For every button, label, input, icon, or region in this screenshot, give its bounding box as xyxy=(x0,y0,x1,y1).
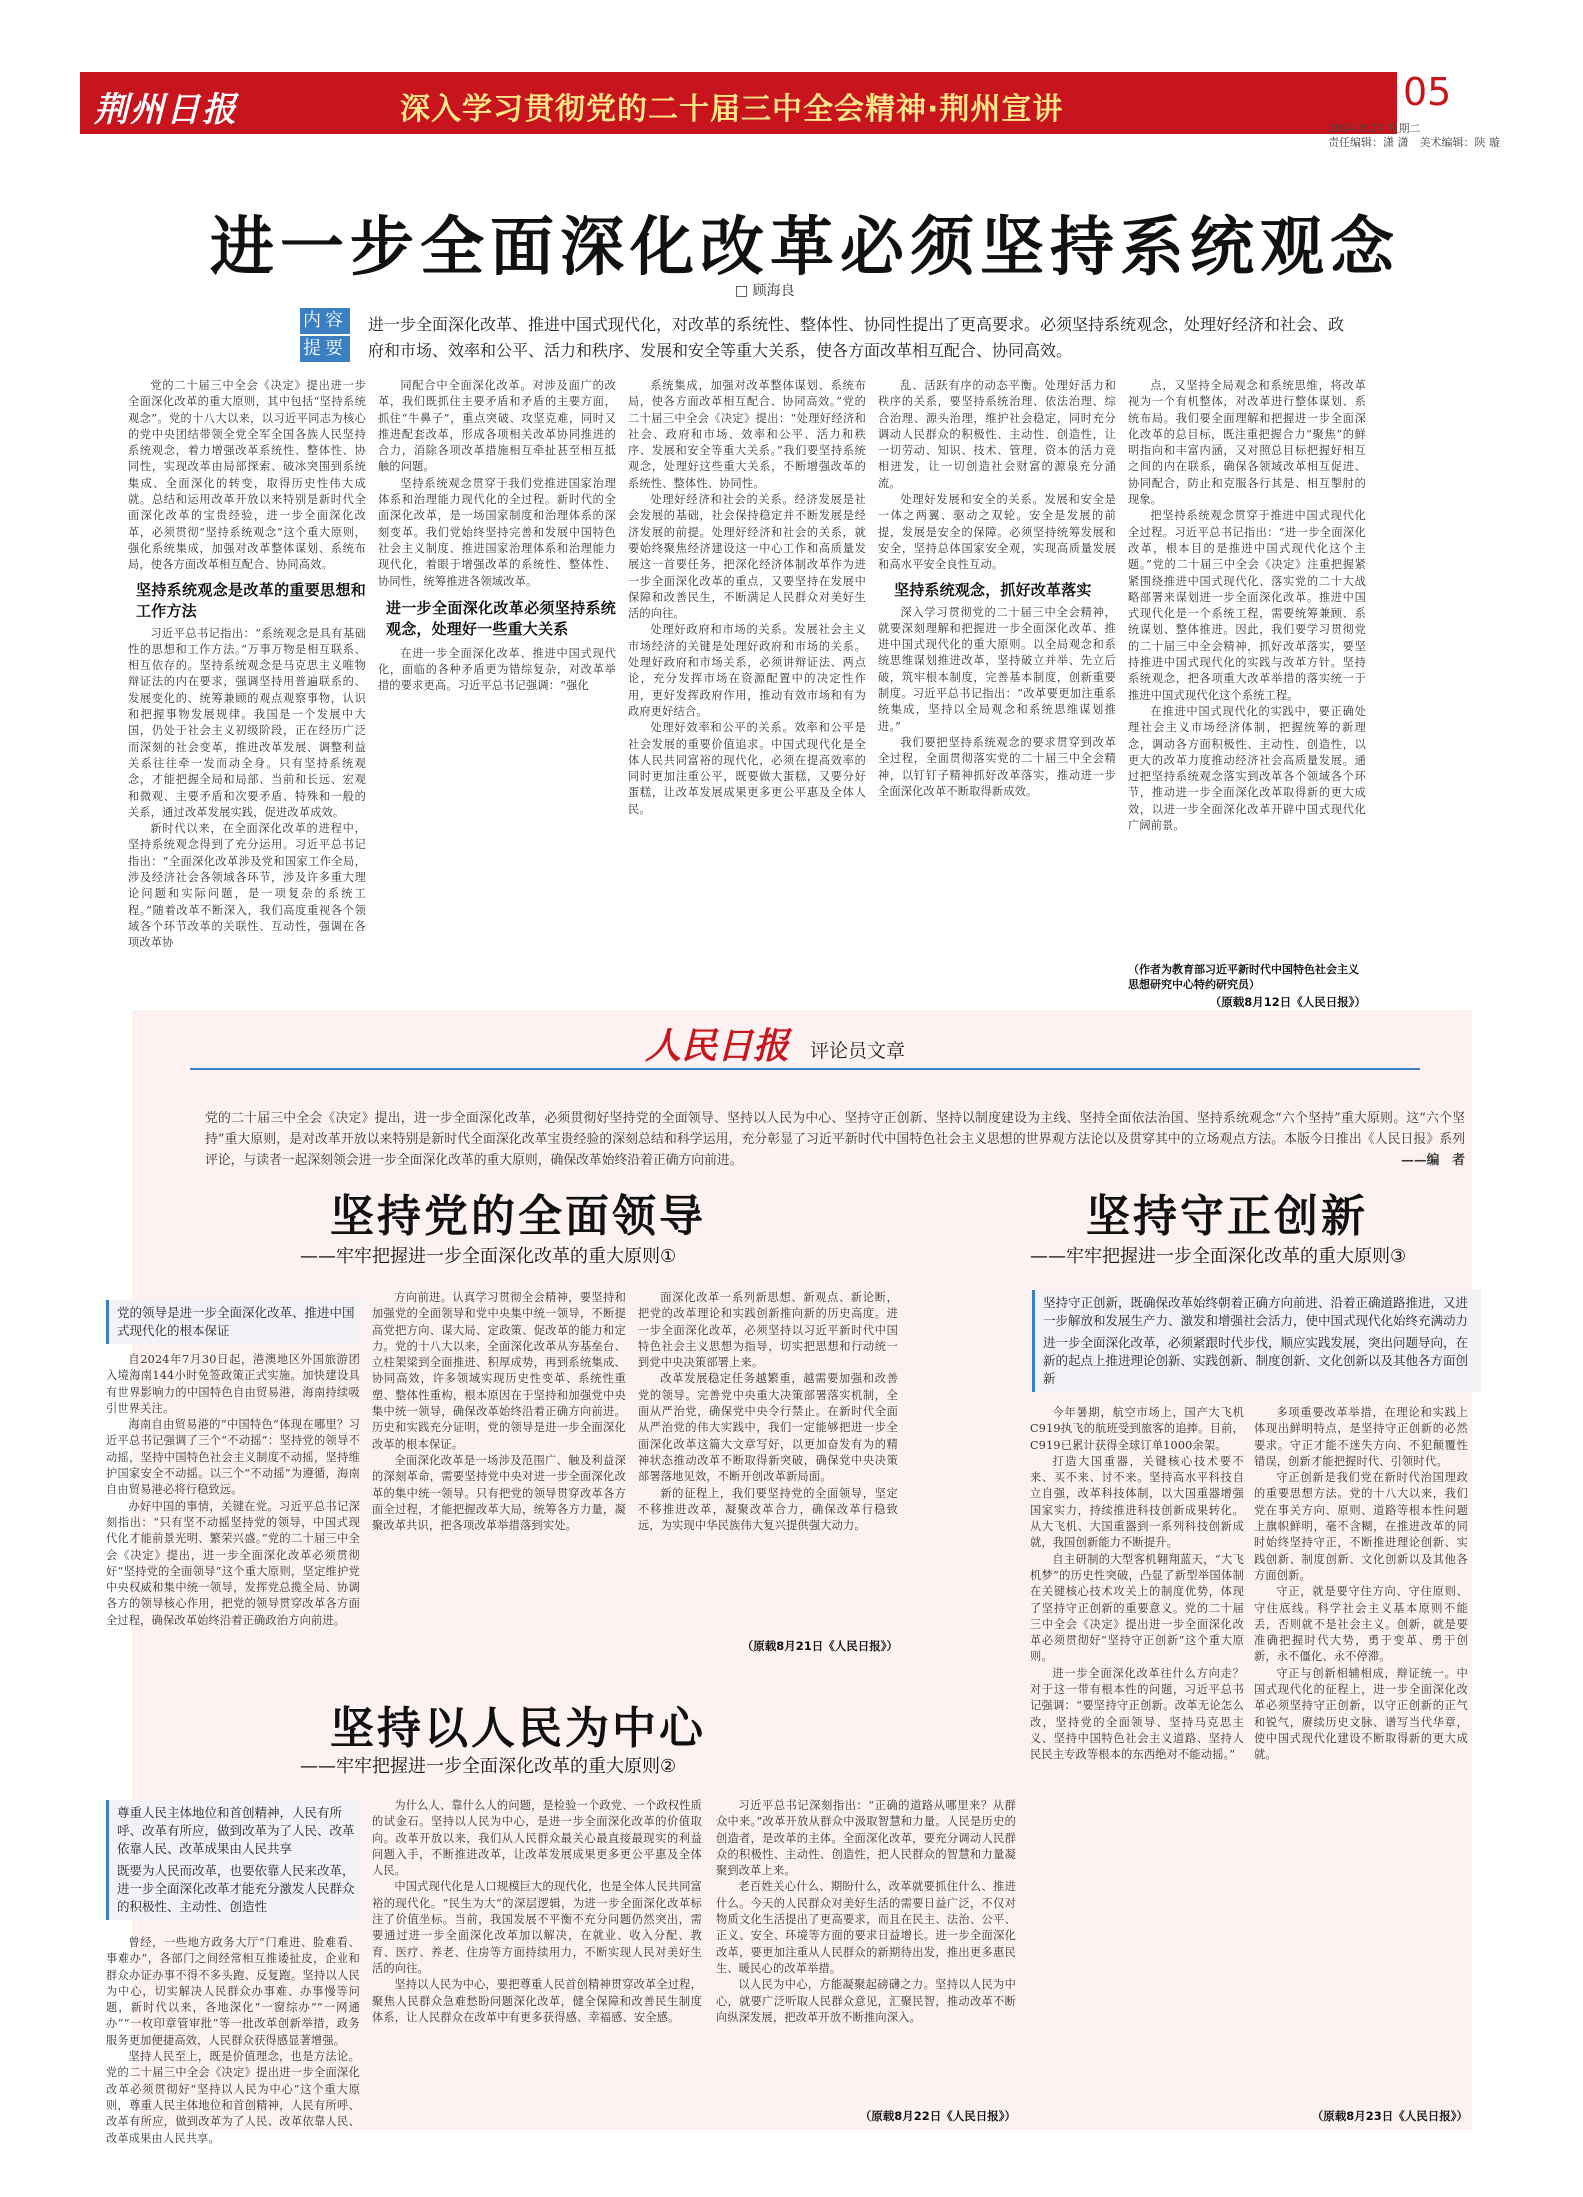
piece2-source: （原载8月22日《人民日报》） xyxy=(859,2109,1016,2123)
article-column-1 xyxy=(128,378,366,1018)
paragraph: 坚持系统观念贯穿于我们党推进国家治理体系和治理能力现代化的全过程。新时代的全面深化改革，是一场国家制度和治理体系的深刻变革。我们党始终坚持完善和发展中国特色社会主义制度、推进国家治理体系和治理能力现代化，着眼于增强改革的系统性、整体性、协同性，统筹推进各领域改革。 xyxy=(378,476,616,588)
piece2-abstract-1: 尊重人民主体地位和首创精神，人民有所呼、改革有所应，做到改革为了人民、改革依靠人民、改革成果由人民共享 xyxy=(117,1805,355,1856)
piece1-column-1 xyxy=(106,1352,360,1662)
paragraph: 同配合中全面深化改革。对涉及面广的改革，我们既抓住主要矛盾和矛盾的主要方面，抓住“牛鼻子”，重点突破、攻坚克难，同时又推进配套改革，形成各项相关改革协同推进的合力，消除各项改革措施相互牵扯甚至相互抵触的问题。 xyxy=(378,379,616,474)
main-article-author: □ 顾海良 xyxy=(735,283,795,299)
newspaper-logo: 荆州日报 xyxy=(94,90,238,130)
abstract-label-1: 内容 xyxy=(300,308,350,334)
section-subhead: 坚持系统观念是改革的重要思想和工作方法 xyxy=(136,580,366,620)
paragraph: 在进一步全面深化改革、推进中国式现代化，面临的各种矛盾更为错综复杂，对改革举措的要求更高。习近平总书记强调：“强化 xyxy=(378,646,616,693)
paragraph: 系统集成，加强对改革整体谋划、系统布局，使各方面改革相互配合、协同高效。”党的二十届三中全会《决定》提出：“处理好经济和社会、政府和市场、效率和公平、活力和秩序、发展和安全等重大关系。”我们要坚持系统观念，处理好这些重大关系，不断增强改革的系统性、整体性、协同性。 xyxy=(628,379,866,490)
piece1-source: （原载8月21日《人民日报》） xyxy=(741,1639,898,1653)
piece1-title: 坚持党的全面领导 xyxy=(330,1191,706,1242)
paragraph: 为什么人、靠什么人的问题，是检验一个政党、一个政权性质的试金石。坚持以人民为中心，是进一步全面深化改革的价值取向。改革开放以来，我们从人民群众最关心最直接最现实的利益问题入手，不断推进改革，让改革发展成果更多更公平惠及全体人民。 xyxy=(372,1799,702,1878)
paragraph: 新时代以来，在全面深化改革的进程中，坚持系统观念得到了充分运用。习近平总书记指出：“全面深化改革涉及党和国家工作全局，涉及经济社会各领域各环节，涉及许多重大理论问题和实际问题，是一项复杂的系统工程。”随着改革不断深入，我们高度重视各个领域各个环节改革的关联性、互动性，强调在各项改革协 xyxy=(128,822,366,950)
article-column-4 xyxy=(878,378,1116,1018)
paragraph: 习近平总书记深刻指出：“正确的道路从哪里来？从群众中来。”改革开放从群众中汲取智慧和力量。人民是历史的创造者，是改革的主体。全面深化改革，要充分调动人民群众的积极性、主动性、创造性，把人民群众的智慧和力量凝聚到改革上来。 xyxy=(716,1799,1016,1878)
paragraph: 办好中国的事情，关键在党。习近平总书记深刻指出：“只有坚不动摇坚持党的领导，中国式现代化才能前景光明、繁荣兴盛。”党的二十届三中全会《决定》提出，进一步全面深化改革必须贯彻好“坚持党的全面领导”这个重大原则，坚定维护党中央权威和集中统一领导，发挥党总揽全局、协调各方的领导核心作用，把党的领导贯穿改革各方面全过程，确保改革始终沿着正确政治方向前进。 xyxy=(106,1499,360,1627)
people-daily-logo: 人民日报 xyxy=(645,1025,790,1067)
abstract-label xyxy=(300,308,352,364)
commentary-intro xyxy=(205,1108,1465,1171)
piece3-column-2 xyxy=(1254,1405,1468,2080)
piece3-column-1 xyxy=(1030,1405,1244,2105)
paragraph: 方向前进。认真学习贯彻全会精神，要坚持和加强党的全面领导和党中央集中统一领导，不断提高党把方向、谋大局、定政策、促改革的能力和定力。党的十八大以来，全面深化改革从夯基垒台、立柱架梁到全面推进、积厚成势，再到系统集成、协同高效，许多领域实现历史性变革、系统性重塑、整体性重构，根本原因在于坚持和加强党中央集中统一领导，确保改革始终沿着正确方向前进。历史和实践充分证明，党的领导是进一步全面深化改革的根本保证。 xyxy=(372,1291,626,1451)
piece1-column-3 xyxy=(638,1290,898,1632)
piece2-title: 坚持以人民为中心 xyxy=(330,1703,706,1754)
piece3-abstract-1: 坚持守正创新，既确保改革始终朝着正确方向前进、沿着正确道路推进，又进一步解放和发展生产力、激发和增强社会活力，使中国式现代化始终充满动力 xyxy=(1043,1295,1469,1328)
abstract-label-2: 提要 xyxy=(300,336,350,362)
paragraph: 全面深化改革是一场涉及范围广、触及利益深的深刻革命，需要坚持党中央对进一步全面深化改革的集中统一领导。只有把党的领导贯穿改革各方面全过程，才能把握改革大局，统筹各方力量，凝聚改革共识，把各项改革举措落到实处。 xyxy=(372,1453,626,1533)
paragraph: 党的二十届三中全会《决定》提出进一步全面深化改革的重大原则，其中包括“坚持系统观念”。党的十八大以来，以习近平同志为核心的党中央团结带领全党全军全国各族人民坚持系统观念，着力增强改革系统性、整体性、协同性，实现改革由局部探索、破冰突围到系统集成、全面深化的转变，取得历史性伟大成就。总结和运用改革开放以来特别是新时代全面深化改革的宝贵经验，进一步全面深化改革，必须贯彻“坚持系统观念”这个重大原则，强化系统集成，加强对改革整体谋划、系统布局，使各方面改革相互配合、协同高效。 xyxy=(128,379,366,572)
paragraph: 改革发展稳定任务越繁重，越需要加强和改善党的领导。完善党中央重大决策部署落实机制，全面从严治党，确保党中央令行禁止。在新时代全面从严治党的伟大实践中，我们一定能够把进一步全面深化改革这篇大文章写好，以更加奋发有为的精神状态推动改革不断取得新突破，确保党中央决策部署落地见效，不断开创改革新局面。 xyxy=(638,1372,898,1484)
main-article-title: 进一步全面深化改革必须坚持系统观念 xyxy=(210,211,1400,285)
piece3-title: 坚持守正创新 xyxy=(1086,1191,1368,1242)
paragraph: 深入学习贯彻党的二十届三中全会精神，就要深刻理解和把握进一步全面深化改革、推进中国式现代化的重大原则。以全局观念和系统思维谋划推进改革，坚持破立并举、先立后破，筑牢根本制度，完善基本制度，创新重要制度。习近平总书记指出：“改革要更加注重系统集成，坚持以全局观念和系统思维谋划推进。” xyxy=(878,605,1116,733)
piece3-source: （原载8月23日《人民日报》） xyxy=(1311,2109,1468,2123)
paragraph: 海南自由贸易港的“中国特色”体现在哪里？习近平总书记强调了三个“不动摇”：坚持党的领导不动摇，坚持中国特色社会主义制度不动摇，坚持维护国家安全不动摇。以三个“不动摇”为遵循，海南自由贸易港必将行稳致远。 xyxy=(106,1418,360,1497)
commentary-intro-text: 党的二十届三中全会《决定》提出，进一步全面深化改革，必须贯彻好坚持党的全面领导、坚持以人民为中心、坚持守正创新、坚持以制度建设为主线、坚持全面依法治国、坚持系统观念“六个坚持”重大原则。这“六个坚持”重大原则，是对改革开放以来特别是新时代全面深化改革宝贵经验的深刻总结和科学运用，充分彰显了习近平新时代中国特色社会主义思想的世界观方法论以及贯穿其中的立场观点方法。本版今日推出《人民日报》系列评论，与读者一起深刻领会进一步全面深化改革的重大原则，确保改革始终沿着正确方向前进。 xyxy=(205,1111,1465,1168)
piece2-abstract-2: 既要为人民而改革，也要依靠人民来改革，进一步全面深化改革才能充分激发人民群众的积极性、主动性、创造性 xyxy=(117,1863,355,1914)
editor-sign: ——编 者 xyxy=(1401,1153,1465,1168)
paragraph: 在推进中国式现代化的实践中，要正确处理社会主义市场经济体制，把握统筹的新理念，调动各方面积极性、主动性、创造性，以更大的改革力度推动经济社会高质量发展。通过把坚持系统观念落实到改革各个领域各个环节，推动进一步全面深化改革取得新的更大成效，以进一步全面深化改革开辟中国式现代化广阔前景。 xyxy=(1128,704,1366,833)
section-subhead: 进一步全面深化改革必须坚持系统观念，处理好一些重大关系 xyxy=(386,598,616,638)
paragraph: 守正与创新相辅相成，辩证统一。中国式现代化的征程上，进一步全面深化改革必须坚持守正创新，以守正创新的正气和锐气，赓续历史文脉、谱写当代华章，使中国式现代化建设不断取得新的更大成就。 xyxy=(1254,1666,1468,1762)
paragraph: 老百姓关心什么、期盼什么，改革就要抓住什么、推进什么。今天的人民群众对美好生活的需要日益广泛，不仅对物质文化生活提出了更高要求，而且在民主、法治、公平、正义、安全、环境等方面的要求日益增长。进一步全面深化改革，要更加注重从人民群众的新期待出发，推出更多惠民生、暖民心的改革举措。 xyxy=(716,1880,1016,1975)
piece2-column-1 xyxy=(106,1935,360,2145)
paragraph: 坚持以人民为中心，要把尊重人民首创精神贯穿改革全过程，聚焦人民群众急难愁盼问题深化改革，健全保障和改善民生制度体系，让人民群众在改革中有更多获得感、幸福感、安全感。 xyxy=(372,1978,702,2024)
piece2-column-3 xyxy=(716,1798,1016,2103)
section-divider xyxy=(190,1068,1420,1070)
piece1-subtitle: ——牢牢把握进一步全面深化改革的重大原则① xyxy=(300,1246,677,1267)
section-headline: 深入学习贯彻党的二十届三中全会精神·荆州宣讲 xyxy=(400,92,1064,127)
paragraph: 自2024年7月30日起，港澳地区外国旅游团入境海南144小时免签政策正式实施。加快建设具有世界影响力的中国特色自由贸易港，海南持续吸引世界关注。 xyxy=(106,1353,360,1415)
paragraph: 处理好经济和社会的关系。经济发展是社会发展的基础，社会保持稳定并不断发展是经济发展的前提。处理好经济和社会的关系，就要始终聚焦经济建设这一中心工作和高质量发展这一首要任务，把深化经济体制改革作为进一步全面深化改革的重点，又要坚持在发展中保障和改善民生，不断满足人民群众对美好生活的向往。 xyxy=(628,493,866,621)
piece3-subtitle: ——牢牢把握进一步全面深化改革的重大原则③ xyxy=(1030,1246,1407,1267)
piece3-abstract xyxy=(1032,1290,1481,1392)
editor-credits: 责任编辑：潇 潇 美术编辑：陕 璇 xyxy=(1328,136,1500,149)
paragraph: 面深化改革一系列新思想、新观点、新论断，把党的改革理论和实践创新推向新的历史高度。进一步全面深化改革，必须坚持以习近平新时代中国特色社会主义思想为指导，切实把思想和行动统一到党中央决策部署上来。 xyxy=(638,1291,898,1370)
piece2-abstract xyxy=(106,1800,363,1920)
paragraph: 习近平总书记指出：“系统观念是具有基础性的思想和工作方法。”万事万物是相互联系、相互依存的。坚持系统观念是马克思主义唯物辩证法的内在要求，强调坚持用普遍联系的、发展变化的、统筹兼顾的观点观察事物，认识和把握事物发展规律。我国是一个发展中大国，仍处于社会主义初级阶段，正在经历广泛而深刻的社会变革，推进改革发展、调整利益关系往往牵一发而动全身。只有坚持系统观念，才能把握全局和局部、当前和长远、宏观和微观、主要矛盾和次要矛盾、特殊和一般的关系，通过改革发展实践，促进改革成效。 xyxy=(128,626,366,819)
page-number: 05 xyxy=(1403,70,1452,114)
author-note: （作者为教育部习近平新时代中国特色社会主义思想研究中心特约研究员） xyxy=(1128,963,1359,991)
paragraph: 坚持人民至上，既是价值理念，也是方法论。党的二十届三中全会《决定》提出进一步全面深化改革必须贯彻好“坚持以人民为中心”这个重大原则，尊重人民主体地位和首创精神，人民有所呼、改革有所应，做到改革为了人民、改革依靠人民、改革成果由人民共享。 xyxy=(106,2050,360,2145)
article-column-5 xyxy=(1128,378,1366,968)
paragraph: 打造大国重器，关键核心技术要不来、买不来、讨不来。坚持高水平科技自立自强，改革科技体制，以大国重器增强国家实力，持续推进科技创新成果转化。从大飞机、大国重器到一系列科技创新成就，我国创新能力不断提升。 xyxy=(1030,1454,1244,1550)
paragraph: 曾经，一些地方政务大厅“门难进、脸难看、事难办”，各部门之间经常相互推诿扯皮，企业和群众办证办事不得不多头跑、反复跑。坚持以人民为中心，切实解决人民群众办事难、办事慢等问题，新时代以来，各地深化“一窗综办”“一网通办”“一枚印章管审批”等一批改革创新举措，政务服务更加便捷高效，人民群众获得感显著增强。 xyxy=(106,1936,360,2047)
paragraph: 今年暑期，航空市场上，国产大飞机C919执飞的航班受到旅客的追捧。目前，C919已累计获得全球订单1000余架。 xyxy=(1030,1406,1244,1452)
paragraph: 新的征程上，我们要坚持党的全面领导，坚定不移推进改革，凝聚改革合力，确保改革行稳致远，为实现中华民族伟大复兴提供强大动力。 xyxy=(638,1486,898,1533)
piece2-subtitle: ——牢牢把握进一步全面深化改革的重大原则② xyxy=(300,1756,677,1777)
paragraph: 守正，就是要守住方向、守住原则、守住底线。科学社会主义基本原则不能丢，否则就不是社会主义。创新，就是要准确把握时代大势，勇于变革、勇于创新，永不僵化、永不停滞。 xyxy=(1254,1585,1468,1664)
paragraph: 多项重要改革举措，在理论和实践上体现出鲜明特点，是坚持守正创新的必然要求。守正才能不迷失方向、不犯颠覆性错误，创新才能把握时代、引领时代。 xyxy=(1254,1406,1468,1468)
commentary-label: 评论员文章 xyxy=(810,1040,906,1062)
paragraph: 处理好发展和安全的关系。发展和安全是一体之两翼、驱动之双轮。安全是发展的前提，发展是安全的保障。必须坚持统筹发展和安全，坚持总体国家安全观，实现高质量发展和高水平安全良性互动。 xyxy=(878,493,1116,572)
paragraph: 守正创新是我们党在新时代治国理政的重要思想方法。党的十八大以来，我们党在事关方向、原则、道路等根本性问题上旗帜鲜明，毫不含糊，在推进改革的同时始终坚持守正，不断推进理论创新、实践创新、制度创新、文化创新以及其他各方面创新。 xyxy=(1254,1471,1468,1582)
issue-date: 2024.8.27 星期二 xyxy=(1328,122,1421,135)
piece1-column-2 xyxy=(372,1290,626,1662)
masthead-bar xyxy=(80,72,1505,134)
piece3-abstract-2: 进一步全面深化改革，必须紧跟时代步伐，顺应实践发展，突出问题导向，在新的起点上推进理论创新、实践创新、制度创新、文化创新以及其他各方面创新 xyxy=(1043,1335,1469,1386)
paragraph: 处理好政府和市场的关系。发展社会主义市场经济的关键是处理好政府和市场的关系。处理好政府和市场关系，必须讲辩证法、两点论，充分发挥市场在资源配置中的决定性作用，更好发挥政府作用，推动有效市场和有为政府更好结合。 xyxy=(628,623,866,718)
article-column-3 xyxy=(628,378,866,1018)
paragraph: 以人民为中心，方能凝聚起磅礴之力。坚持以人民为中心，就要广泛听取人民群众意见，汇聚民智，推动改革不断向纵深发展，把改革开放不断推向深入。 xyxy=(716,1978,1016,2024)
paragraph: 把坚持系统观念贯穿于推进中国式现代化全过程。习近平总书记指出：“进一步全面深化改革，根本目的是推进中国式现代化这个主题。”党的二十届三中全会《决定》注重把握紧紧围绕推进中国式现代化、落实党的二十大战略部署来谋划进一步全面深化改革。推进中国式现代化是一个系统工程，需要统筹兼顾、系统谋划、整体推进。因此，我们要学习贯彻党的二十届三中全会精神，抓好改革落实，要坚持推进中国式现代化的实践与改革方针。坚持系统观念，把各项重大改革举措的落实统一于推进中国式现代化这个系统工程。 xyxy=(1128,509,1366,702)
main-article-abstract: 进一步全面深化改革、推进中国式现代化，对改革的系统性、整体性、协同性提出了更高要求。必须坚持系统观念，处理好经济和社会、政府和市场、效率和公平、活力和秩序、发展和安全等重大关系，使各方面改革相互配合、协同高效。 xyxy=(368,315,1345,360)
section-subhead: 坚持系统观念，抓好改革落实 xyxy=(894,580,1092,599)
paragraph: 乱、活跃有序的动态平衡。处理好活力和秩序的关系，要坚持系统治理、依法治理、综合治理、源头治理，维护社会稳定，同时充分调动人民群众的积极性、主动性、创造性，让一切劳动、知识、技术、管理、资本的活力竞相迸发，让一切创造社会财富的源泉充分涌流。 xyxy=(878,379,1116,490)
paragraph: 自主研制的大型客机翱翔蓝天，“大飞机梦”的历史性突破，凸显了新型举国体制在关键核心技术攻关上的制度优势，体现了坚持守正创新的重要意义。党的二十届三中全会《决定》提出进一步全面深化改革必须贯彻好“坚持守正创新”这个重大原则。 xyxy=(1030,1552,1244,1664)
paragraph: 我们要把坚持系统观念的要求贯穿到改革全过程，全面贯彻落实党的二十届三中全会精神，以钉钉子精神抓好改革落实，推动进一步全面深化改革不断取得新成效。 xyxy=(878,735,1116,798)
piece1-abstract: 党的领导是进一步全面深化改革、推进中国式现代化的根本保证 xyxy=(106,1300,363,1344)
article-column-2 xyxy=(378,378,616,1018)
source-note: （原载8月12日《人民日报》） xyxy=(1209,995,1366,1009)
paragraph: 中国式现代化是人口规模巨大的现代化，也是全体人民共同富裕的现代化。“民生为大”的深层逻辑，为进一步全面深化改革标注了价值坐标。当前，我国发展不平衡不充分问题仍然突出，需要通过进一步全面深化改革加以解决，在就业、收入分配、教育、医疗、养老、住房等方面持续用力，不断实现人民对美好生活的向往。 xyxy=(372,1880,702,1975)
paragraph: 点，又坚持全局观念和系统思维，将改革视为一个有机整体，对改革进行整体谋划、系统布局。我们要全面理解和把握进一步全面深化改革的总目标，既注重把握合力“聚焦”的鲜明指向和丰富内涵，又对照总目标把握好相互之间的内在联系，确保各领域改革相互促进、协同配合，防止和克服各行其是、相互掣肘的现象。 xyxy=(1128,379,1366,507)
paragraph: 处理好效率和公平的关系。效率和公平是社会发展的重要价值追求。中国式现代化是全体人民共同富裕的现代化，必须在提高效率的同时更加注重公平，既要做大蛋糕，又要分好蛋糕，让改革发展成果更多更公平惠及全体人民。 xyxy=(628,721,866,816)
piece2-column-2 xyxy=(372,1798,702,2125)
paragraph: 进一步全面深化改革往什么方向走？对于这一带有根本性的问题，习近平总书记强调：“要坚持守正创新。改革无论怎么改，坚持党的全面领导、坚持马克思主义、坚持中国特色社会主义道路、坚持人民民主专政等根本的东西绝对不能动摇。” xyxy=(1030,1666,1244,1762)
